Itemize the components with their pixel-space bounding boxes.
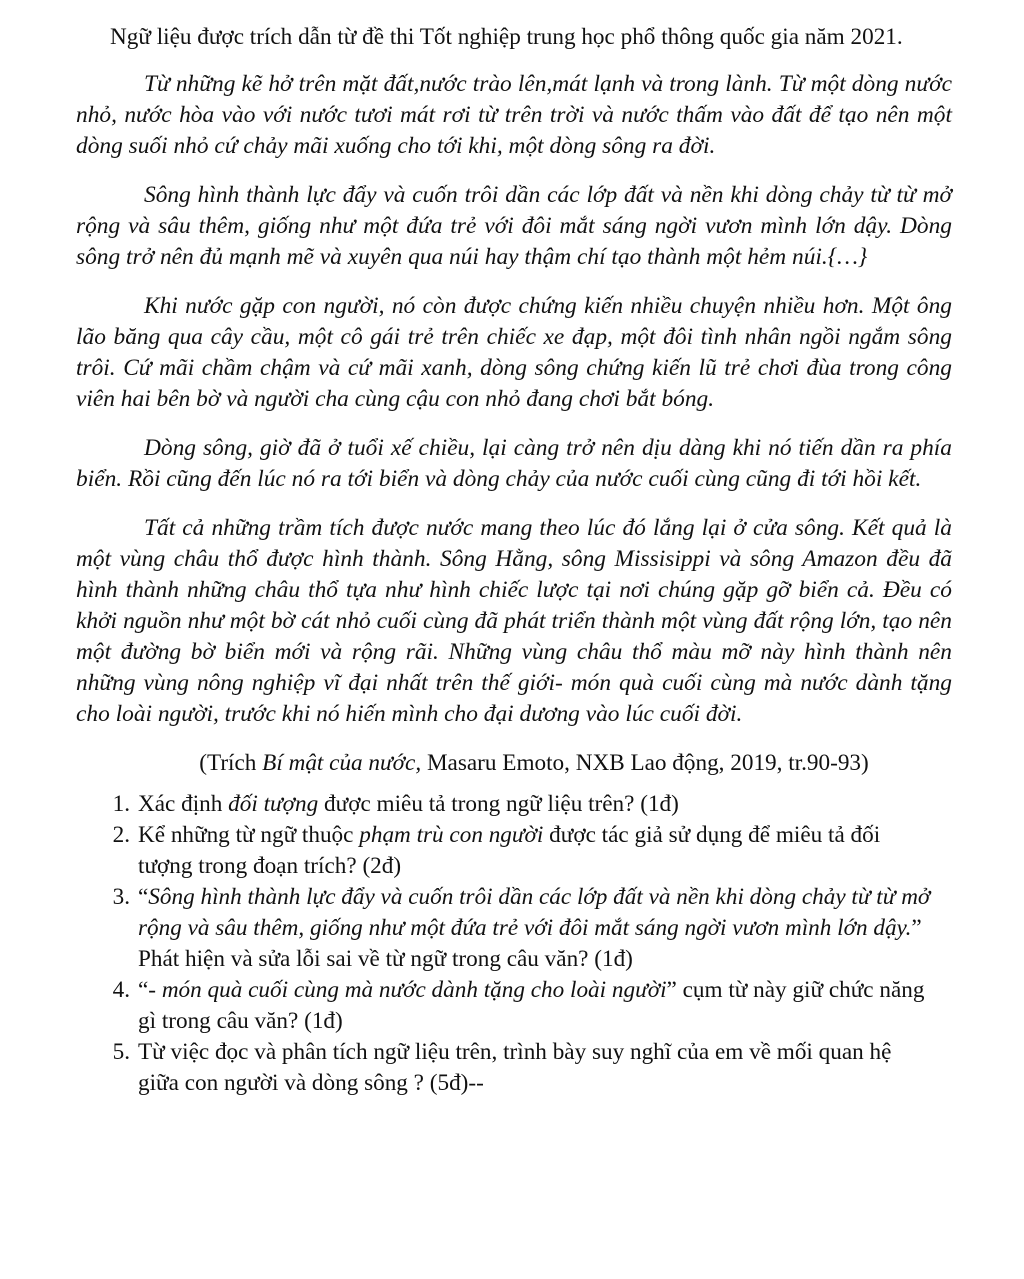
question-item bbox=[76, 975, 952, 1037]
source-suffix: Masaru Emoto, NXB Lao động, 2019, tr.90-93) bbox=[421, 750, 869, 776]
question-item bbox=[76, 789, 952, 820]
question-text-part: được tác giả sử dụng để miêu tả đối tượng trong đoạn trích? (2đ) bbox=[138, 822, 881, 879]
question-text-part: Kể những từ ngữ thuộc bbox=[138, 822, 360, 848]
question-number: 1. bbox=[112, 791, 130, 817]
source-prefix: (Trích bbox=[199, 750, 263, 776]
question-text-emphasis: - món quà cuối cùng mà nước dành tặng cho loài người bbox=[148, 977, 667, 1003]
question-text-part: Xác định bbox=[138, 791, 229, 817]
question-item bbox=[76, 1037, 952, 1099]
question-number: 4. bbox=[112, 977, 130, 1003]
passage-paragraph-4: Dòng sông, giờ đã ở tuổi xế chiều, lại càng trở nên dịu dàng khi nó tiến dần ra phía biển. Rồi cũng đến lúc nó ra tới biển và dòng chảy của nước cuối cùng cũng đi tới hồi kết. bbox=[76, 435, 952, 492]
question-text-part: Từ việc đọc và phân tích ngữ liệu trên, trình bày suy nghĩ của em về mối quan hệ giữa con người và dòng sông ? (5đ)-- bbox=[138, 1039, 892, 1096]
question-text-part: được miêu tả trong ngữ liệu trên? (1đ) bbox=[318, 791, 679, 817]
intro-line: Ngữ liệu được trích dẫn từ đề thi Tốt nghiệp trung học phổ thông quốc gia năm 2021. bbox=[110, 24, 903, 50]
question-text-emphasis: Sông hình thành lực đẩy và cuốn trôi dần các lớp đất và nền khi dòng chảy từ từ mở rộng và sâu thêm, giống như một đứa trẻ với đôi mắt sáng ngời vươn mình lớn dậy. bbox=[138, 884, 931, 941]
question-item bbox=[76, 882, 952, 975]
question-text bbox=[138, 820, 952, 882]
question-text bbox=[138, 1037, 952, 1099]
question-number: 5. bbox=[112, 1039, 130, 1065]
passage-paragraph-3: Khi nước gặp con người, nó còn được chứng kiến nhiều chuyện nhiều hơn. Một ông lão băng qua cây cầu, một cô gái trẻ trên chiếc xe đạp, một đôi tình nhân ngồi ngắm sông trôi. Cứ mãi chầm chậm và cứ mãi xanh, dòng sông chứng kiến lũ trẻ chơi đùa trong công viên hai bên bờ và người cha cùng cậu con nhỏ đang chơi bắt bóng. bbox=[76, 293, 952, 412]
question-text-emphasis: phạm trù con người bbox=[359, 822, 544, 848]
passage-paragraph-1: Từ những kẽ hở trên mặt đất,nước trào lên,mát lạnh và trong lành. Từ một dòng nước nhỏ, nước hòa vào với nước tươi mát rơi từ trên trời và nước thấm vào đất để tạo nên một dòng suối nhỏ cứ chảy mãi xuống cho tới khi, một dòng sông ra đời. bbox=[76, 71, 952, 159]
question-item bbox=[76, 820, 952, 882]
question-text bbox=[138, 975, 952, 1037]
source-title: Bí mật của nước, bbox=[262, 750, 422, 776]
passage-paragraph-5: Tất cả những trầm tích được nước mang theo lúc đó lắng lại ở cửa sông. Kết quả là một vùng châu thổ được hình thành. Sông Hằng, sông Missisippi và sông Amazon đều đã hình thành những châu thổ tựa như hình chiếc lược tại nơi chúng gặp gỡ biển cả. Đều có khởi nguồn như một bờ cát nhỏ cuối cùng đã phát triển thành một vùng đất rộng lớn, tạo nên một đường bờ biển mới và rộng rãi. Những vùng châu thổ màu mỡ này hình thành nên những vùng nông nghiệp vĩ đại nhất trên thế giới- món quà cuối cùng mà nước dành tặng cho loài người, trước khi nó hiến mình cho đại dương vào lúc cuối đời. bbox=[76, 515, 952, 727]
question-list bbox=[76, 789, 952, 1099]
question-text-part: ” cụm từ này giữ chức năng gì trong câu văn? (1đ) bbox=[138, 977, 925, 1034]
question-text-part: ” Phát hiện và sửa lỗi sai về từ ngữ trong câu văn? (1đ) bbox=[138, 915, 922, 972]
question-text-emphasis: đối tượng bbox=[228, 791, 319, 817]
passage-paragraph-2: Sông hình thành lực đẩy và cuốn trôi dần các lớp đất và nền khi dòng chảy từ từ mở rộng và sâu thêm, giống như một đứa trẻ với đôi mắt sáng ngời vươn mình lớn dậy. Dòng sông trở nên đủ mạnh mẽ và xuyên qua núi hay thậm chí tạo thành một hẻm núi.{…} bbox=[76, 182, 952, 270]
question-number: 3. bbox=[112, 884, 130, 910]
question-text bbox=[138, 789, 952, 820]
question-number: 2. bbox=[112, 822, 130, 848]
question-text bbox=[138, 882, 952, 975]
question-text-part: “ bbox=[138, 884, 149, 910]
source-citation bbox=[116, 748, 952, 779]
question-text-part: “ bbox=[138, 977, 149, 1003]
